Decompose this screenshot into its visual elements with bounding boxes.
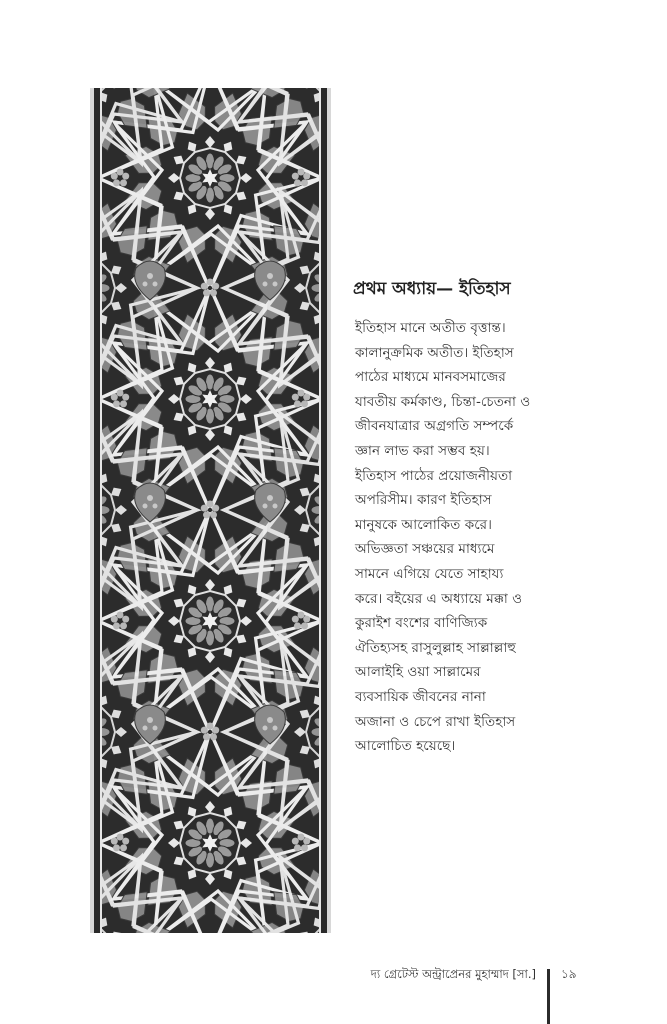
paragraph-line: করে। বইয়ের এ অধ্যায়ে মক্কা ও	[355, 590, 523, 607]
paragraph-line: ব্যবসায়িক জীবনের নানা	[355, 688, 486, 705]
islamic-star-pattern-image	[90, 88, 331, 933]
paragraph-line: জীবনযাত্রার অগ্রগতি সম্পর্কে	[355, 418, 514, 435]
paragraph-line: জ্ঞান লাভ করা সম্ভব হয়।	[355, 442, 490, 459]
paragraph-line: কালানুক্রমিক অতীত। ইতিহাস	[355, 344, 514, 361]
paragraph-line: যাবতীয় কর্মকাণ্ড, চিন্তা-চেতনা ও	[355, 393, 531, 410]
running-footer-book-title: দ্য গ্রেটেস্ট অন্ট্রাপ্রেনর মুহাম্মাদ [সা.]	[370, 967, 536, 981]
paragraph-line: ইতিহাস পাঠের প্রয়োজনীয়তা	[355, 467, 513, 484]
footer-divider	[547, 969, 550, 1024]
chapter-intro-paragraph	[355, 316, 575, 759]
page-number: ১৯	[561, 967, 577, 981]
paragraph-line: মানুষকে আলোকিত করে।	[355, 516, 493, 533]
paragraph-line: ইতিহাস মানে অতীত বৃত্তান্ত।	[355, 320, 506, 336]
paragraph-line: অজানা ও চেপে রাখা ইতিহাস	[355, 713, 516, 730]
chapter-title: প্রথম অধ্যায়— ইতিহাস	[353, 279, 511, 299]
paragraph-line: পাঠের মাধ্যমে মানবসমাজের	[355, 369, 506, 386]
paragraph-line: অপরিসীম। কারণ ইতিহাস	[355, 492, 492, 509]
paragraph-line: আলাইহি ওয়া সাল্লামের	[355, 664, 481, 681]
paragraph-line: অভিজ্ঞতা সঞ্চয়ের মাধ্যমে	[355, 541, 495, 558]
paragraph-line: কুরাইশ বংশের বাণিজ্যিক	[355, 615, 488, 632]
paragraph-line: ঐতিহ্যসহ রাসুলুল্লাহ সাল্লাল্লাহু	[355, 639, 516, 656]
paragraph-line: সামনে এগিয়ে যেতে সাহায্য	[355, 565, 504, 582]
paragraph-line: আলোচিত হয়েছে।	[355, 738, 456, 755]
decorative-pattern-panel	[90, 88, 331, 933]
